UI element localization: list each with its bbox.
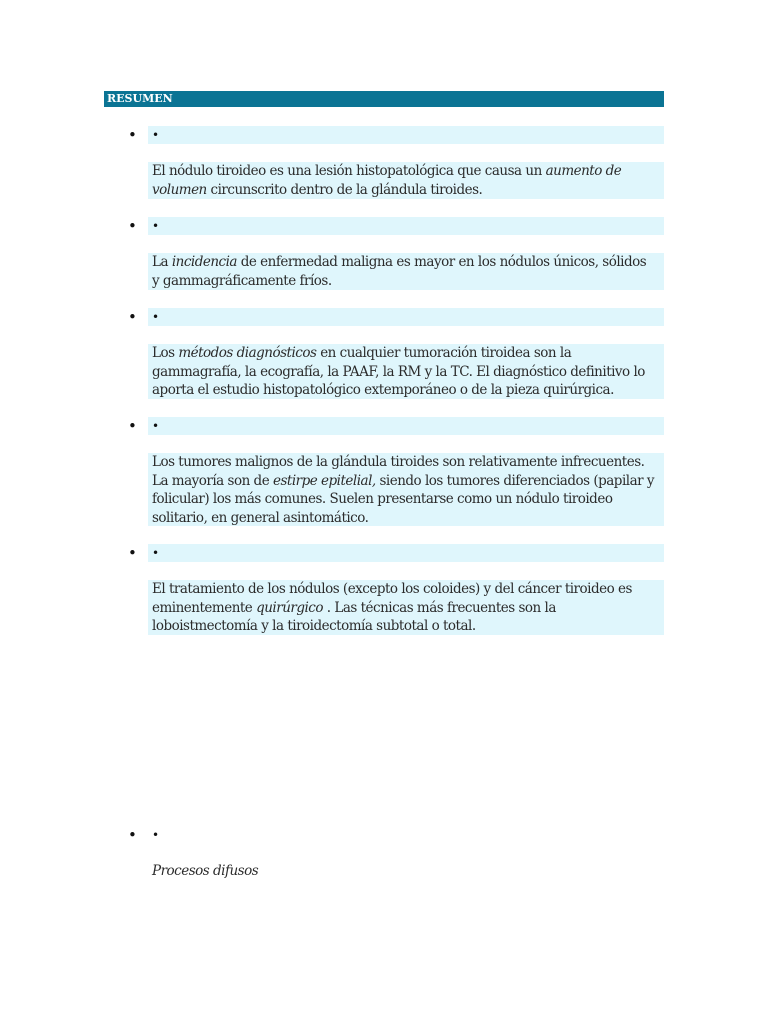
bullet-icon: • <box>128 544 137 562</box>
paragraph-line: eminentemente quirúrgico . Las técnicas más frecuentes son la <box>152 599 556 616</box>
summary-paragraph <box>148 162 664 199</box>
summary-paragraph <box>148 253 664 290</box>
bullet-band <box>148 217 664 235</box>
bullet-band <box>148 417 664 435</box>
bullet-row <box>128 308 664 326</box>
paragraph-line: aporta el estudio histopatológico extemporáneo o de la pieza quirúrgica. <box>152 382 614 398</box>
bullet-icon: • <box>128 126 137 144</box>
bullet-icon: • <box>128 826 137 844</box>
paragraph-line: Los métodos diagnósticos en cualquier tumoración tiroidea son la <box>152 345 572 361</box>
paragraph-line: solitario, en general asintomático. <box>152 509 369 526</box>
paragraph-line: El tratamiento de los nódulos (excepto los coloides) y del cáncer tiroideo es <box>152 581 632 597</box>
bullet-icon: • <box>128 217 137 235</box>
paragraph-line: La incidencia de enfermedad maligna es mayor en los nódulos únicos, sólidos <box>152 254 647 270</box>
paragraph-line: volumen circunscrito dentro de la glándula tiroides. <box>152 181 483 198</box>
paragraph-line: y gammagráficamente fríos. <box>152 272 332 289</box>
bullet-icon: • <box>152 419 160 433</box>
section-title: RESUMEN <box>107 92 173 105</box>
bullet-row <box>128 826 664 844</box>
bullet-band <box>148 308 664 326</box>
paragraph-line: folicular) los más comunes. Suelen presentarse como un nódulo tiroideo <box>152 491 613 507</box>
paragraph-line: Los tumores malignos de la glándula tiroides son relativamente infrecuentes. <box>152 454 645 470</box>
bullet-row <box>128 544 664 562</box>
paragraph-line: loboistmectomía y la tiroidectomía subtotal o total. <box>152 618 476 634</box>
bullet-icon: • <box>128 417 137 435</box>
bullet-icon: • <box>152 128 160 142</box>
bullet-icon: • <box>152 828 160 842</box>
paragraph-line: Procesos difusos <box>152 863 259 879</box>
bullet-row <box>128 126 664 144</box>
summary-paragraph <box>148 453 664 526</box>
bullet-icon: • <box>152 546 160 560</box>
bullet-row <box>128 417 664 435</box>
bullet-band <box>148 544 664 562</box>
section-subheading <box>148 862 664 881</box>
paragraph-line: El nódulo tiroideo es una lesión histopatológica que causa un aumento de <box>152 163 622 179</box>
summary-paragraph <box>148 344 664 399</box>
bullet-icon: • <box>152 219 160 233</box>
paragraph-line: La mayoría son de estirpe epitelial, siendo los tumores diferenciados (papilar y <box>152 472 654 489</box>
bullet-icon: • <box>152 310 160 324</box>
bullet-icon: • <box>128 308 137 326</box>
bullet-row <box>128 217 664 235</box>
bullet-band <box>148 126 664 144</box>
paragraph-line: gammagrafía, la ecografía, la PAAF, la RM y la TC. El diagnóstico definitivo lo <box>152 363 645 380</box>
summary-paragraph <box>148 580 664 635</box>
section-header <box>104 91 664 107</box>
